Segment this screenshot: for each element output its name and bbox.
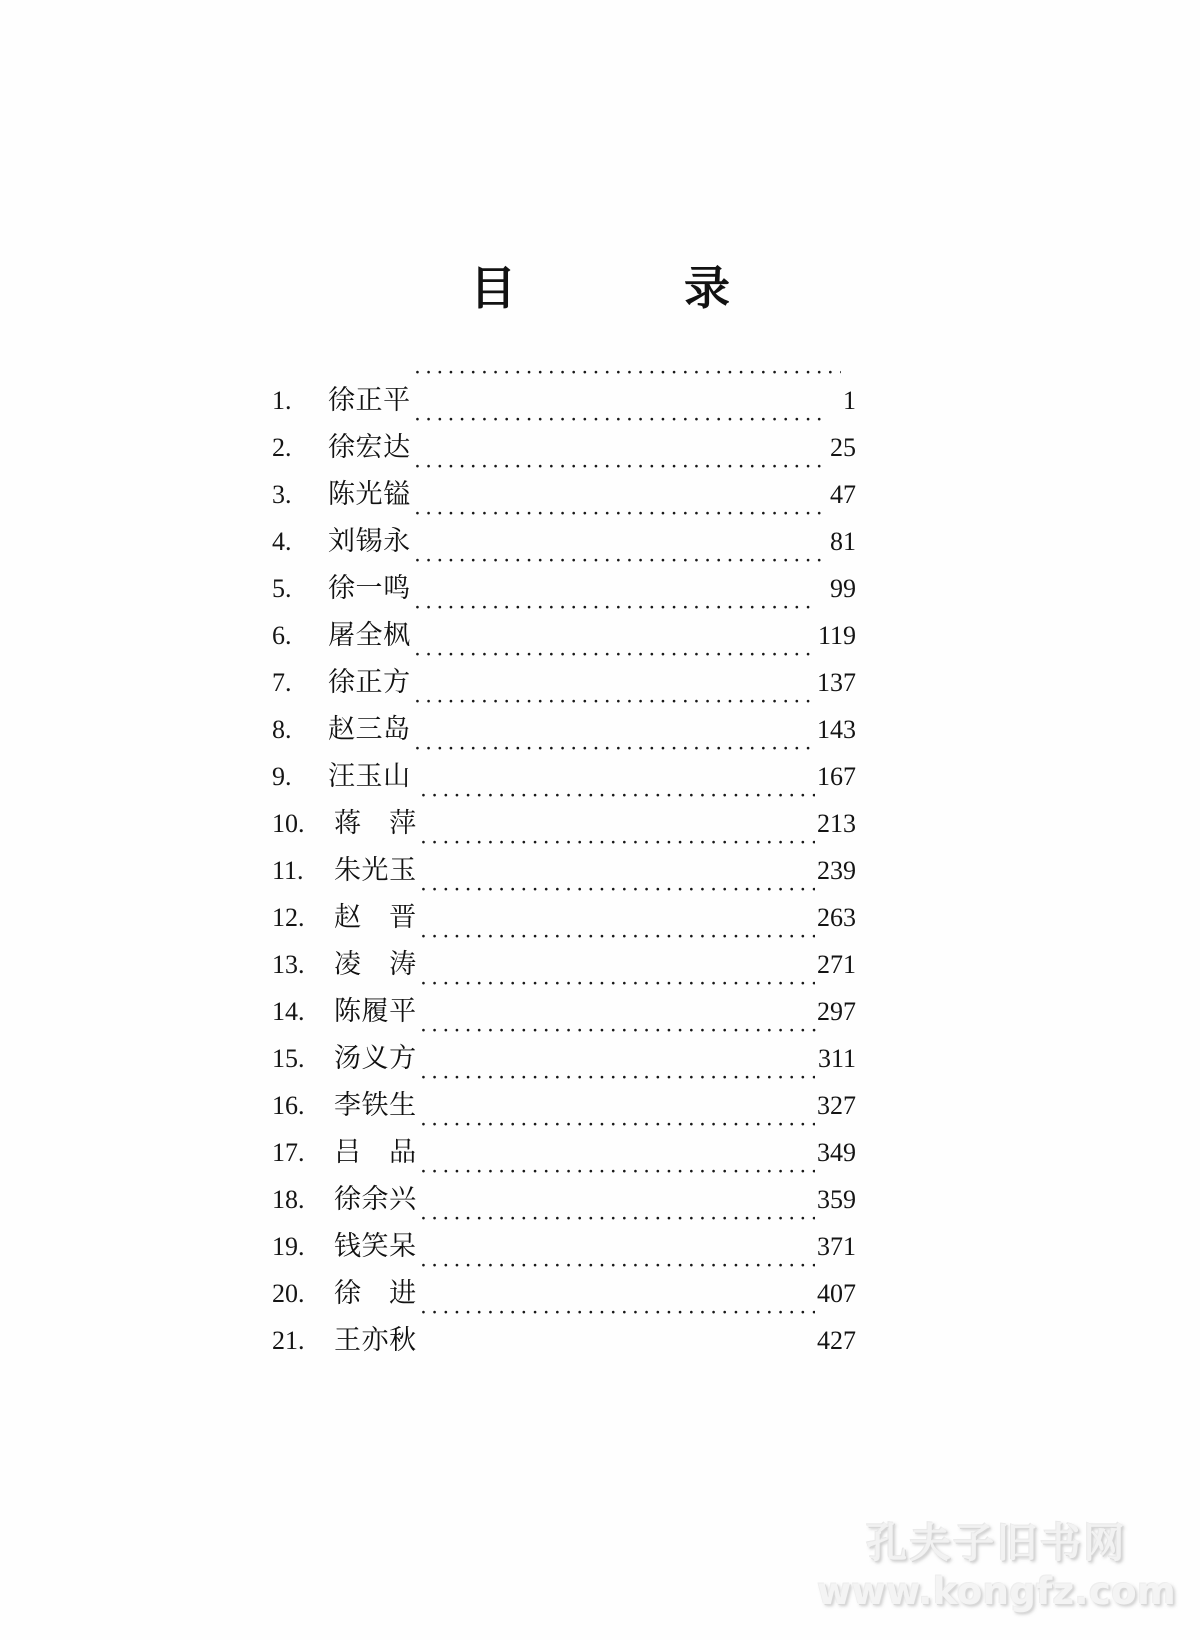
toc-entry-name: 陈履平	[334, 996, 417, 1027]
toc-entry-number: 10.	[272, 809, 305, 838]
toc-entry-page-number: 25	[830, 433, 856, 462]
toc-entry-number: 3.	[272, 480, 292, 509]
toc-leader-dots	[414, 644, 815, 691]
toc-leader-dots	[414, 456, 828, 503]
toc-entry-name: 陈光镒	[328, 479, 411, 510]
toc-entry-name: 徐正方	[328, 667, 411, 698]
toc-entry[interactable]	[272, 362, 856, 416]
toc-entry-name: 李铁生	[334, 1090, 417, 1121]
toc-entry-page-number: 81	[830, 527, 856, 556]
toc-leader-dots	[414, 503, 828, 550]
toc-entry-name: 朱光玉	[334, 855, 417, 886]
toc-entry-page-number: 239	[817, 856, 856, 885]
toc-leader-dots	[420, 1114, 815, 1161]
toc-entry-name: 凌 涛	[334, 949, 417, 980]
toc-entry-name: 吕 品	[334, 1137, 417, 1168]
toc-entry-number: 20.	[272, 1279, 305, 1308]
toc-entry-page-number: 137	[817, 668, 856, 697]
toc-entry-number: 5.	[272, 574, 292, 603]
toc-entry-number: 13.	[272, 950, 305, 979]
toc-leader-dots	[420, 973, 815, 1020]
toc-leader-dots	[420, 1208, 815, 1255]
toc-leader-dots	[420, 1255, 815, 1302]
toc-leader-dots	[414, 362, 841, 409]
toc-entry-name: 蒋 萍	[334, 808, 417, 839]
toc-entry-name: 汤义方	[334, 1043, 417, 1074]
toc-entry-number: 19.	[272, 1232, 305, 1261]
toc-entry-number: 16.	[272, 1091, 305, 1120]
toc-entry-name: 钱笑呆	[334, 1231, 417, 1262]
toc-leader-dots	[414, 597, 816, 644]
toc-leader-dots	[414, 691, 815, 738]
toc-entry-page-number: 407	[817, 1279, 856, 1308]
toc-entry-number: 8.	[272, 715, 292, 744]
toc-entry-number: 6.	[272, 621, 292, 650]
toc-entry-page-number: 119	[817, 621, 856, 650]
toc-leader-dots	[414, 409, 828, 456]
toc-leader-dots	[420, 879, 815, 926]
page-title: 目 录	[470, 263, 756, 314]
toc-entry-number: 15.	[272, 1044, 305, 1073]
toc-leader-dots	[420, 832, 815, 879]
toc-entry-number: 9.	[272, 762, 292, 791]
toc-leader-dots	[420, 1067, 815, 1114]
toc-entry-name: 刘锡永	[328, 526, 411, 557]
toc-entry-number: 21.	[272, 1326, 305, 1355]
toc-entry-page-number: 143	[817, 715, 856, 744]
toc-entry-name: 徐宏达	[328, 432, 411, 463]
toc-leader-dots	[420, 926, 815, 973]
toc-entry-page-number: 1	[843, 386, 856, 415]
toc-entry-name: 徐正平	[328, 385, 411, 416]
toc-entry-name: 徐余兴	[334, 1184, 417, 1215]
toc-entry-name: 王亦秋	[334, 1325, 417, 1356]
toc-entry-page-number: 311	[817, 1044, 856, 1073]
toc-entry-number: 12.	[272, 903, 305, 932]
toc-entry-page-number: 213	[817, 809, 856, 838]
watermark	[817, 1518, 1176, 1614]
toc-entry-number: 1.	[272, 386, 292, 415]
toc-entry-name: 徐 进	[334, 1278, 417, 1309]
toc-entry-page-number: 359	[817, 1185, 856, 1214]
toc-entry-page-number: 427	[817, 1326, 856, 1355]
toc-entry-number: 7.	[272, 668, 292, 697]
toc-entry-page-number: 297	[817, 997, 856, 1026]
toc-leader-dots	[420, 1302, 815, 1349]
toc-entry-name: 赵三岛	[328, 714, 411, 745]
watermark-site-name: 孔夫子旧书网	[866, 1519, 1127, 1568]
toc-entry-page-number: 99	[830, 574, 856, 603]
toc-entry-name: 赵 晋	[334, 902, 417, 933]
toc-list	[272, 362, 856, 1356]
toc-leader-dots	[414, 738, 815, 785]
toc-entry-number: 11.	[272, 856, 304, 885]
toc-entry-page-number: 47	[830, 480, 856, 509]
toc-leader-dots	[420, 1020, 816, 1067]
toc-leader-dots	[420, 785, 815, 832]
watermark-site-url: www.kongfz.com	[817, 1570, 1176, 1614]
toc-entry-page-number: 167	[817, 762, 856, 791]
toc-entry-number: 17.	[272, 1138, 305, 1167]
toc-entry-name: 屠全枫	[328, 620, 411, 651]
toc-entry-number: 18.	[272, 1185, 305, 1214]
toc-entry-page-number: 371	[817, 1232, 856, 1261]
toc-entry-name: 汪玉山	[328, 761, 411, 792]
toc-leader-dots	[414, 550, 828, 597]
toc-entry-number: 14.	[272, 997, 305, 1026]
toc-entry-page-number: 271	[817, 950, 856, 979]
toc-entry-page-number: 327	[817, 1091, 856, 1120]
toc-leader-dots	[420, 1161, 815, 1208]
toc-entry-number: 2.	[272, 433, 292, 462]
toc-entry-page-number: 349	[817, 1138, 856, 1167]
toc-entry-name: 徐一鸣	[328, 573, 411, 604]
toc-entry-page-number: 263	[817, 903, 856, 932]
toc-entry-number: 4.	[272, 527, 292, 556]
